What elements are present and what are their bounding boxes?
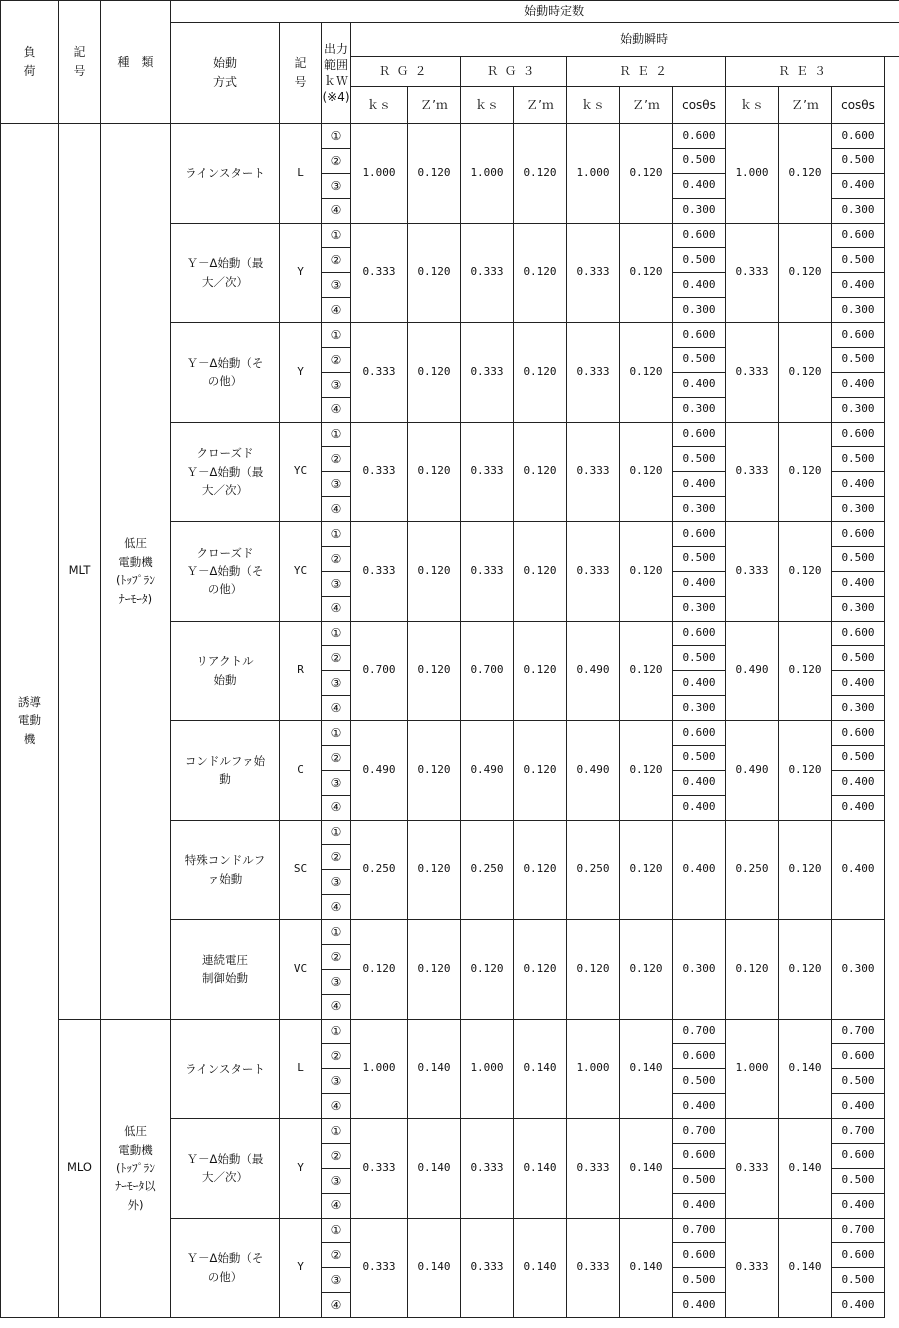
- re3-cos-cell: 0.500: [832, 347, 885, 372]
- re2-cos-cell: 0.700: [673, 1119, 726, 1144]
- output-range-mark: ④: [322, 298, 351, 323]
- re2-cos-cell: 0.300: [673, 920, 726, 1020]
- re2-zm-cell: 0.140: [620, 1119, 673, 1219]
- re2-cos-cell: 0.500: [673, 248, 726, 273]
- re3-ks-cell: 0.250: [726, 820, 779, 920]
- method-name-cell: Ｙ－Δ始動（最 大／次）: [171, 1119, 280, 1219]
- re2-cos-cell: 0.500: [673, 745, 726, 770]
- output-range-mark: ①: [322, 1019, 351, 1044]
- re2-cos-cell: 0.600: [673, 1044, 726, 1069]
- output-range-mark: ④: [322, 1193, 351, 1218]
- rg2-ks-cell: 0.333: [351, 1119, 408, 1219]
- re2-cos-cell: 0.500: [673, 546, 726, 571]
- re3-cos-cell: 0.400: [832, 1193, 885, 1218]
- rg2-ks-cell: 0.700: [351, 621, 408, 721]
- rg2-ks-cell: 0.333: [351, 223, 408, 323]
- rg2-zm-cell: 0.140: [408, 1119, 461, 1219]
- re2-zm-cell: 0.120: [620, 522, 673, 622]
- re3-cos-cell: 0.700: [832, 1218, 885, 1243]
- re3-cos-cell: 0.400: [832, 1293, 885, 1318]
- re3-zm-cell: 0.120: [779, 920, 832, 1020]
- re3-zm-cell: 0.140: [779, 1019, 832, 1119]
- re3-cos-cell: 0.300: [832, 397, 885, 422]
- re3-cos-cell: 0.400: [832, 820, 885, 920]
- re2-zm-cell: 0.120: [620, 621, 673, 721]
- re3-cos-cell: 0.400: [832, 1094, 885, 1119]
- re2-cos-cell: 0.300: [673, 696, 726, 721]
- re2-zm-cell: 0.140: [620, 1019, 673, 1119]
- method-code-cell: Y: [280, 223, 322, 323]
- method-name-cell: リアクトル 始動: [171, 621, 280, 721]
- output-range-mark: ③: [322, 472, 351, 497]
- re3-cos-cell: 0.600: [832, 124, 885, 149]
- output-range-mark: ②: [322, 845, 351, 870]
- output-range-mark: ④: [322, 397, 351, 422]
- re3-cos-cell: 0.300: [832, 696, 885, 721]
- re2-cos-cell: 0.300: [673, 596, 726, 621]
- ks-header: ｋｓ: [351, 87, 408, 124]
- rg2-ks-cell: 0.333: [351, 422, 408, 522]
- header-row: [1, 1, 899, 23]
- re2-cos-cell: 0.600: [673, 1243, 726, 1268]
- method-name-cell: Ｙ－Δ始動（そ の他）: [171, 1218, 280, 1318]
- re3-cos-cell: 0.600: [832, 1143, 885, 1168]
- rg3-zm-cell: 0.120: [514, 422, 567, 522]
- re2-cos-cell: 0.300: [673, 497, 726, 522]
- output-range-mark: ③: [322, 969, 351, 994]
- output-range-mark: ①: [322, 422, 351, 447]
- re2-zm-cell: 0.120: [620, 323, 673, 423]
- re3-cos-cell: 0.500: [832, 745, 885, 770]
- output-range-mark: ③: [322, 671, 351, 696]
- output-range-mark: ①: [322, 1218, 351, 1243]
- re2-cos-cell: 0.300: [673, 298, 726, 323]
- re2-ks-cell: 0.333: [567, 323, 620, 423]
- rg3-ks-cell: 0.490: [461, 721, 514, 821]
- re3-cos-cell: 0.300: [832, 497, 885, 522]
- re2-ks-cell: 0.333: [567, 422, 620, 522]
- rg2-ks-cell: 0.490: [351, 721, 408, 821]
- rg2-zm-cell: 0.140: [408, 1019, 461, 1119]
- re2-cos-cell: 0.500: [673, 447, 726, 472]
- load-cell: 誘導 電動 機: [1, 124, 59, 1318]
- re2-cos-cell: 0.600: [673, 422, 726, 447]
- zm-header: Ｚ’ｍ: [514, 87, 567, 124]
- output-range-mark: ①: [322, 522, 351, 547]
- method-header: 始動 方式: [171, 23, 280, 124]
- re2-cos-cell: 0.500: [673, 1168, 726, 1193]
- cos-header: cosθs: [673, 87, 726, 124]
- rg3-zm-cell: 0.120: [514, 721, 567, 821]
- re2-ks-cell: 0.250: [567, 820, 620, 920]
- re2-cos-cell: 0.500: [673, 347, 726, 372]
- re2-ks-cell: 0.490: [567, 721, 620, 821]
- re3-ks-cell: 0.333: [726, 323, 779, 423]
- method-name-cell: Ｙ－Δ始動（そ の他）: [171, 323, 280, 423]
- re2-cos-cell: 0.500: [673, 646, 726, 671]
- output-range-mark: ②: [322, 1143, 351, 1168]
- re3-zm-cell: 0.120: [779, 323, 832, 423]
- re3-cos-cell: 0.600: [832, 721, 885, 746]
- re3-cos-cell: 0.600: [832, 621, 885, 646]
- output-range-mark: ③: [322, 372, 351, 397]
- output-range-mark: ②: [322, 148, 351, 173]
- rg3-ks-cell: 0.333: [461, 1218, 514, 1318]
- re3-ks-cell: 0.333: [726, 1119, 779, 1219]
- re3-cos-cell: 0.400: [832, 173, 885, 198]
- re2-cos-cell: 0.700: [673, 1019, 726, 1044]
- re2-ks-cell: 1.000: [567, 1019, 620, 1119]
- cos-header: cosθs: [832, 87, 885, 124]
- re3-cos-cell: 0.500: [832, 148, 885, 173]
- method-code-cell: YC: [280, 422, 322, 522]
- output-range-mark: ②: [322, 248, 351, 273]
- re3-zm-cell: 0.120: [779, 721, 832, 821]
- rg3-ks-cell: 1.000: [461, 124, 514, 224]
- table-header: [1, 1, 899, 124]
- re3-cos-cell: 0.300: [832, 298, 885, 323]
- re3-cos-cell: 0.600: [832, 1243, 885, 1268]
- re2-zm-cell: 0.120: [620, 920, 673, 1020]
- method-code-cell: Y: [280, 323, 322, 423]
- output-range-mark: ②: [322, 944, 351, 969]
- output-range-mark: ④: [322, 895, 351, 920]
- re3-cos-cell: 0.400: [832, 671, 885, 696]
- re3-cos-cell: 0.600: [832, 1044, 885, 1069]
- re3-zm-cell: 0.120: [779, 820, 832, 920]
- re2-ks-cell: 0.490: [567, 621, 620, 721]
- table-body: [1, 124, 899, 1318]
- re2-cos-cell: 0.600: [673, 1143, 726, 1168]
- re3-ks-cell: 0.120: [726, 920, 779, 1020]
- re2-ks-cell: 1.000: [567, 124, 620, 224]
- re3-cos-cell: 0.700: [832, 1119, 885, 1144]
- re2-cos-cell: 0.400: [673, 795, 726, 820]
- rg3-zm-cell: 0.120: [514, 223, 567, 323]
- rg2-zm-cell: 0.120: [408, 820, 461, 920]
- re2-cos-cell: 0.500: [673, 1268, 726, 1293]
- re3-cos-cell: 0.500: [832, 248, 885, 273]
- output-range-mark: ③: [322, 870, 351, 895]
- re3-zm-cell: 0.120: [779, 422, 832, 522]
- output-range-mark: ②: [322, 1243, 351, 1268]
- method-code-cell: SC: [280, 820, 322, 920]
- re2-cos-cell: 0.600: [673, 721, 726, 746]
- output-range-mark: ②: [322, 546, 351, 571]
- rg3-zm-cell: 0.120: [514, 323, 567, 423]
- rg2-zm-cell: 0.120: [408, 621, 461, 721]
- section-code-cell: MLT: [59, 124, 101, 1020]
- ks-header: ｋｓ: [567, 87, 620, 124]
- re2-cos-cell: 0.400: [673, 820, 726, 920]
- re2-cos-cell: 0.400: [673, 571, 726, 596]
- rg2-ks-cell: 1.000: [351, 124, 408, 224]
- method-name-cell: 連続電圧 制御始動: [171, 920, 280, 1020]
- output-range-mark: ②: [322, 347, 351, 372]
- re2-cos-cell: 0.400: [673, 770, 726, 795]
- output-range-mark: ①: [322, 721, 351, 746]
- method-code-cell: R: [280, 621, 322, 721]
- method-code-cell: Y: [280, 1119, 322, 1219]
- re3-ks-cell: 0.490: [726, 621, 779, 721]
- re3-ks-cell: 0.333: [726, 223, 779, 323]
- output-range-mark: ②: [322, 1044, 351, 1069]
- output-range-mark: ③: [322, 173, 351, 198]
- output-range-mark: ①: [322, 1119, 351, 1144]
- output-range-mark: ③: [322, 273, 351, 298]
- zm-header: Ｚ’ｍ: [779, 87, 832, 124]
- section-code-cell: MLO: [59, 1019, 101, 1318]
- rg2-zm-cell: 0.140: [408, 1218, 461, 1318]
- re2-cos-cell: 0.300: [673, 397, 726, 422]
- output-range-mark: ②: [322, 745, 351, 770]
- rg3-zm-cell: 0.140: [514, 1218, 567, 1318]
- re3-zm-cell: 0.120: [779, 621, 832, 721]
- rg2-ks-cell: 0.333: [351, 1218, 408, 1318]
- output-range-mark: ④: [322, 994, 351, 1019]
- group-header-rg2: ＲＧ２: [351, 57, 461, 87]
- re2-cos-cell: 0.600: [673, 223, 726, 248]
- re2-zm-cell: 0.120: [620, 721, 673, 821]
- load-header: 負 荷: [1, 1, 59, 124]
- ks-header: ｋｓ: [461, 87, 514, 124]
- output-range-mark: ③: [322, 770, 351, 795]
- rg3-ks-cell: 0.333: [461, 223, 514, 323]
- re3-ks-cell: 1.000: [726, 1019, 779, 1119]
- table-row: [1, 124, 899, 149]
- output-range-mark: ①: [322, 223, 351, 248]
- output-range-mark: ④: [322, 696, 351, 721]
- group-header-re2: ＲＥ２: [567, 57, 726, 87]
- re2-cos-cell: 0.400: [673, 472, 726, 497]
- re3-zm-cell: 0.120: [779, 124, 832, 224]
- method-code-cell: L: [280, 1019, 322, 1119]
- re3-zm-cell: 0.140: [779, 1119, 832, 1219]
- method-name-cell: 特殊コンドルフ ァ始動: [171, 820, 280, 920]
- re3-cos-cell: 0.600: [832, 223, 885, 248]
- re3-cos-cell: 0.500: [832, 447, 885, 472]
- re3-cos-cell: 0.400: [832, 372, 885, 397]
- ks-header: ｋｓ: [726, 87, 779, 124]
- rg2-zm-cell: 0.120: [408, 223, 461, 323]
- re3-cos-cell: 0.500: [832, 546, 885, 571]
- rg2-ks-cell: 0.250: [351, 820, 408, 920]
- rg2-zm-cell: 0.120: [408, 920, 461, 1020]
- method-code-cell: VC: [280, 920, 322, 1020]
- method-code-cell: YC: [280, 522, 322, 622]
- output-range-mark: ②: [322, 447, 351, 472]
- re3-zm-cell: 0.120: [779, 223, 832, 323]
- rg3-ks-cell: 0.333: [461, 1119, 514, 1219]
- kind-header: 種 類: [101, 1, 171, 124]
- output-range-mark: ④: [322, 198, 351, 223]
- rg3-ks-cell: 0.120: [461, 920, 514, 1020]
- rg2-ks-cell: 1.000: [351, 1019, 408, 1119]
- section-kind-cell: 低圧 電動機 (ﾄｯﾌﾟﾗﾝ ﾅｰﾓｰﾀ以 外): [101, 1019, 171, 1318]
- rg3-ks-cell: 0.333: [461, 522, 514, 622]
- re2-ks-cell: 0.333: [567, 223, 620, 323]
- rg3-zm-cell: 0.120: [514, 621, 567, 721]
- re2-zm-cell: 0.120: [620, 820, 673, 920]
- rg3-zm-cell: 0.140: [514, 1019, 567, 1119]
- re3-cos-cell: 0.600: [832, 422, 885, 447]
- rg3-zm-cell: 0.140: [514, 1119, 567, 1219]
- group-header-re3: ＲＥ３: [726, 57, 885, 87]
- re3-ks-cell: 0.333: [726, 522, 779, 622]
- re2-ks-cell: 0.333: [567, 1119, 620, 1219]
- re2-cos-cell: 0.400: [673, 1193, 726, 1218]
- re3-cos-cell: 0.500: [832, 646, 885, 671]
- output-range-mark: ①: [322, 124, 351, 149]
- re3-cos-cell: 0.600: [832, 522, 885, 547]
- re3-cos-cell: 0.400: [832, 571, 885, 596]
- method-code-cell: Y: [280, 1218, 322, 1318]
- output-range-mark: ③: [322, 1268, 351, 1293]
- re2-cos-cell: 0.600: [673, 522, 726, 547]
- rg3-ks-cell: 0.700: [461, 621, 514, 721]
- re3-ks-cell: 0.490: [726, 721, 779, 821]
- output-range-mark: ④: [322, 1094, 351, 1119]
- rg2-zm-cell: 0.120: [408, 721, 461, 821]
- method-name-cell: コンドルファ始 動: [171, 721, 280, 821]
- re3-cos-cell: 0.500: [832, 1069, 885, 1094]
- table-row: [1, 1019, 899, 1044]
- rg2-zm-cell: 0.120: [408, 422, 461, 522]
- re2-cos-cell: 0.600: [673, 323, 726, 348]
- output-range-mark: ①: [322, 920, 351, 945]
- re2-cos-cell: 0.400: [673, 1094, 726, 1119]
- output-range-mark: ②: [322, 646, 351, 671]
- method-name-cell: Ｙ－Δ始動（最 大／次）: [171, 223, 280, 323]
- rg3-ks-cell: 0.250: [461, 820, 514, 920]
- re3-cos-cell: 0.400: [832, 273, 885, 298]
- method-name-cell: クローズド Ｙ－Δ始動（そ の他）: [171, 522, 280, 622]
- rg2-zm-cell: 0.120: [408, 124, 461, 224]
- re3-cos-cell: 0.300: [832, 198, 885, 223]
- rg2-ks-cell: 0.333: [351, 522, 408, 622]
- re2-cos-cell: 0.400: [673, 372, 726, 397]
- output-range-mark: ③: [322, 1069, 351, 1094]
- re2-zm-cell: 0.140: [620, 1218, 673, 1318]
- re2-cos-cell: 0.500: [673, 148, 726, 173]
- method-name-cell: ラインスタート: [171, 124, 280, 224]
- output-range-mark: ①: [322, 820, 351, 845]
- re2-cos-cell: 0.600: [673, 124, 726, 149]
- re2-cos-cell: 0.400: [673, 1293, 726, 1318]
- rg3-ks-cell: 0.333: [461, 422, 514, 522]
- rg2-ks-cell: 0.120: [351, 920, 408, 1020]
- method-code-header: 記 号: [280, 23, 322, 124]
- zm-header: Ｚ’ｍ: [620, 87, 673, 124]
- re2-ks-cell: 0.333: [567, 1218, 620, 1318]
- method-name-cell: クローズド Ｙ－Δ始動（最 大／次）: [171, 422, 280, 522]
- re2-cos-cell: 0.600: [673, 621, 726, 646]
- method-code-cell: C: [280, 721, 322, 821]
- output-range-header: 出力 範囲 ｋＷ (※4): [322, 23, 351, 124]
- output-range-mark: ④: [322, 497, 351, 522]
- re2-zm-cell: 0.120: [620, 422, 673, 522]
- starting-instant-header: 始動瞬時: [351, 23, 899, 57]
- re2-cos-cell: 0.700: [673, 1218, 726, 1243]
- rg3-zm-cell: 0.120: [514, 920, 567, 1020]
- re3-zm-cell: 0.140: [779, 1218, 832, 1318]
- re2-ks-cell: 0.333: [567, 522, 620, 622]
- code-header: 記 号: [59, 1, 101, 124]
- re2-cos-cell: 0.400: [673, 671, 726, 696]
- rg2-zm-cell: 0.120: [408, 522, 461, 622]
- rg2-ks-cell: 0.333: [351, 323, 408, 423]
- re3-cos-cell: 0.300: [832, 920, 885, 1020]
- output-range-mark: ③: [322, 1168, 351, 1193]
- output-range-mark: ④: [322, 1293, 351, 1318]
- re2-cos-cell: 0.400: [673, 273, 726, 298]
- re3-cos-cell: 0.300: [832, 596, 885, 621]
- rg3-ks-cell: 0.333: [461, 323, 514, 423]
- re3-ks-cell: 1.000: [726, 124, 779, 224]
- rg3-ks-cell: 1.000: [461, 1019, 514, 1119]
- re2-ks-cell: 0.120: [567, 920, 620, 1020]
- re3-zm-cell: 0.120: [779, 522, 832, 622]
- method-name-cell: ラインスタート: [171, 1019, 280, 1119]
- rg2-zm-cell: 0.120: [408, 323, 461, 423]
- rg3-zm-cell: 0.120: [514, 124, 567, 224]
- re3-ks-cell: 0.333: [726, 422, 779, 522]
- output-range-mark: ③: [322, 571, 351, 596]
- rg3-zm-cell: 0.120: [514, 820, 567, 920]
- output-range-mark: ①: [322, 621, 351, 646]
- section-kind-cell: 低圧 電動機 (ﾄｯﾌﾟﾗﾝ ﾅｰﾓｰﾀ): [101, 124, 171, 1020]
- re2-cos-cell: 0.400: [673, 173, 726, 198]
- zm-header: Ｚ’ｍ: [408, 87, 461, 124]
- re2-cos-cell: 0.500: [673, 1069, 726, 1094]
- re3-cos-cell: 0.400: [832, 770, 885, 795]
- re3-ks-cell: 0.333: [726, 1218, 779, 1318]
- output-range-mark: ④: [322, 596, 351, 621]
- re2-zm-cell: 0.120: [620, 223, 673, 323]
- group-header-rg3: ＲＧ３: [461, 57, 567, 87]
- re3-cos-cell: 0.700: [832, 1019, 885, 1044]
- re2-cos-cell: 0.300: [673, 198, 726, 223]
- re3-cos-cell: 0.500: [832, 1168, 885, 1193]
- output-range-mark: ④: [322, 795, 351, 820]
- rg3-zm-cell: 0.120: [514, 522, 567, 622]
- re3-cos-cell: 0.400: [832, 472, 885, 497]
- re3-cos-cell: 0.500: [832, 1268, 885, 1293]
- re3-cos-cell: 0.400: [832, 795, 885, 820]
- re2-zm-cell: 0.120: [620, 124, 673, 224]
- starting-constants-header: 始動時定数: [171, 1, 899, 23]
- re3-cos-cell: 0.600: [832, 323, 885, 348]
- method-code-cell: L: [280, 124, 322, 224]
- output-range-mark: ①: [322, 323, 351, 348]
